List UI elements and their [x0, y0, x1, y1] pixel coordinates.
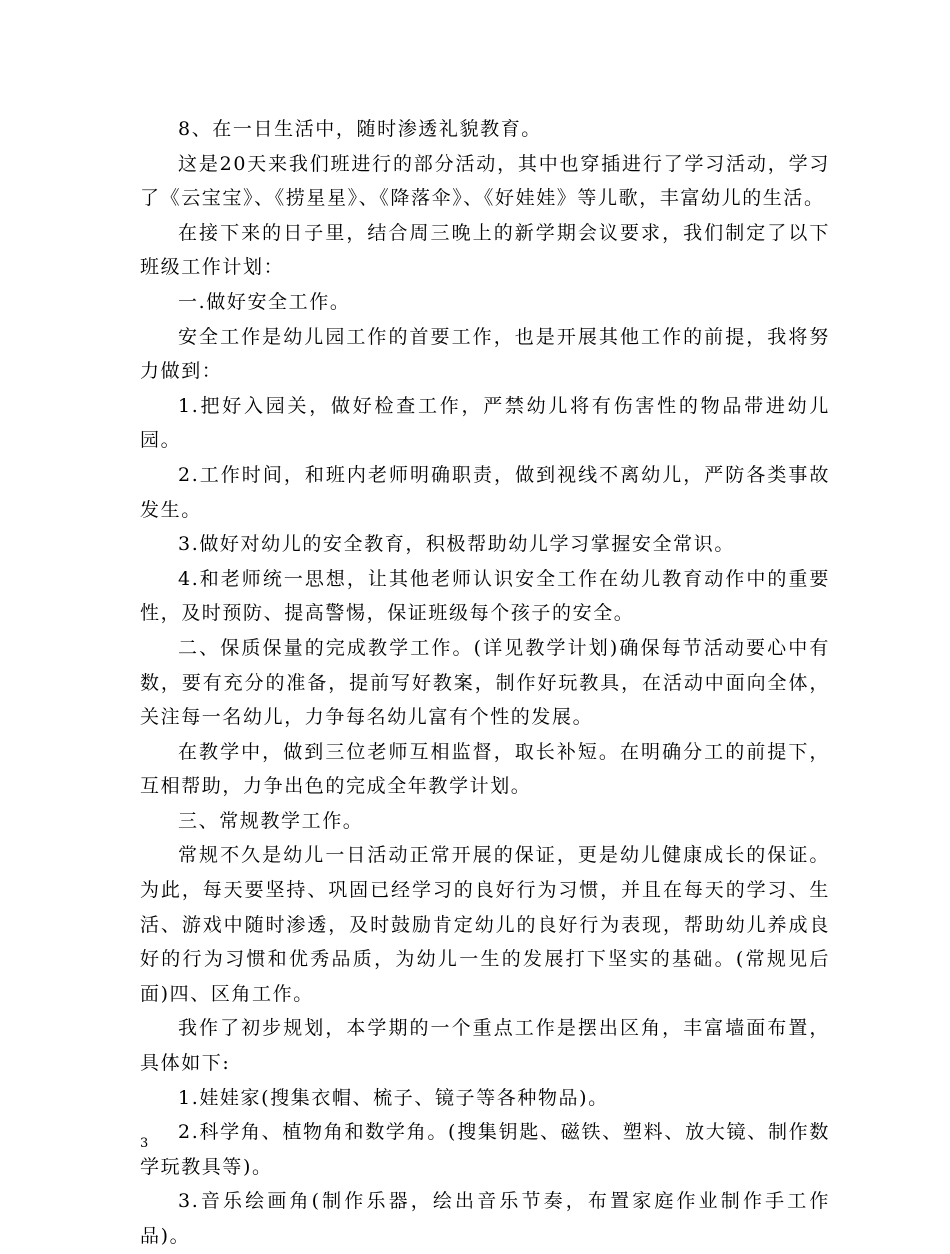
- page-number: 3: [140, 1136, 149, 1151]
- list-item: 3.做好对幼儿的安全教育，积极帮助幼儿学习掌握安全常识。: [178, 533, 735, 556]
- document-body: [140, 112, 830, 1254]
- list-item: 2.工作时间，和班内老师明确职责，做到视线不离幼儿，严防各类事故发生。: [140, 463, 830, 521]
- paragraph: 二、保质保量的完成教学工作。(详见教学计划)确保每节活动要心中有数，要有充分的准备，提前写好教案，制作好玩教具，在活动中面向全体，关注每一名幼儿，力争每名幼儿富有个性的发展。: [140, 636, 830, 729]
- paragraph: 安全工作是幼儿园工作的首要工作，也是开展其他工作的前提，我将努力做到：: [140, 325, 830, 383]
- paragraph: 常规不久是幼儿一日活动正常开展的保证，更是幼儿健康成长的保证。为此，每天要坚持、巩固已经学习的良好行为习惯，并且在每天的学习、生活、游戏中随时渗透，及时鼓励肯定幼儿的良好行为表现，帮助幼儿养成良好的行为习惯和优秀品质，为幼儿一生的发展打下坚实的基础。(常规见后面)四、区角工作。: [140, 844, 830, 1005]
- paragraph: 我作了初步规划，本学期的一个重点工作是摆出区角，丰富墙面布置，具体如下:: [140, 1017, 830, 1075]
- paragraph: 这是20天来我们班进行的部分活动，其中也穿插进行了学习活动，学习了《云宝宝》、《捞星星》、《降落伞》、《好娃娃》等儿歌，丰富幼儿的生活。: [140, 152, 830, 210]
- section-heading: 一.做好安全工作。: [178, 290, 351, 313]
- list-item: 1.把好入园关，做好检查工作，严禁幼儿将有伤害性的物品带进幼儿园。: [140, 394, 830, 452]
- paragraph: 8、在一日生活中，随时渗透礼貌教育。: [178, 118, 542, 140]
- paragraph: 在教学中，做到三位老师互相监督，取长补短。在明确分工的前提下，互相帮助，力争出色的完成全年教学计划。: [140, 740, 830, 798]
- paragraph: 在接下来的日子里，结合周三晚上的新学期会议要求，我们制定了以下班级工作计划：: [140, 221, 830, 279]
- list-item: 2.科学角、植物角和数学角。(搜集钥匙、磁铁、塑料、放大镜、制作数学玩教具等)。: [140, 1121, 830, 1178]
- list-item: 4.和老师统一思想，让其他老师认识安全工作在幼儿教育动作中的重要性，及时预防、提高警惕，保证班级每个孩子的安全。: [140, 567, 830, 625]
- list-item: 3.音乐绘画角(制作乐器，绘出音乐节奏，布置家庭作业制作手工作品)。: [140, 1190, 830, 1247]
- section-heading: 三、常规教学工作。: [178, 809, 364, 832]
- list-item: 1.娃娃家(搜集衣帽、梳子、镜子等各种物品)。: [178, 1086, 609, 1109]
